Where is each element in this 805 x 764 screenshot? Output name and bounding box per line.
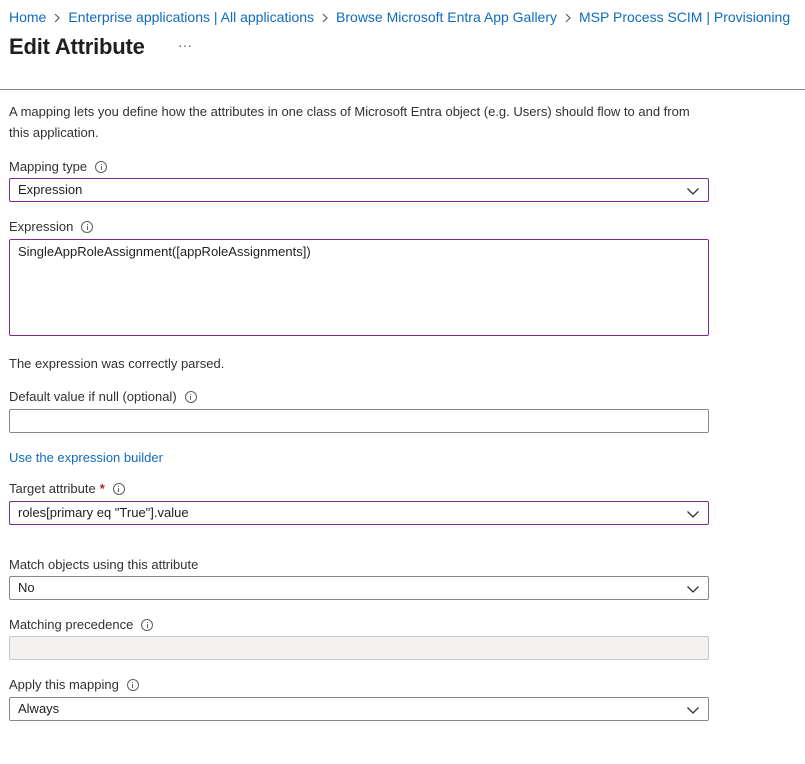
header-divider [0,89,805,90]
expression-builder-link[interactable]: Use the expression builder [9,450,163,465]
breadcrumb-provisioning[interactable]: MSP Process SCIM | Provisioning [579,9,791,25]
more-options-icon[interactable]: ··· [178,37,192,53]
apply-mapping-label [9,676,139,694]
apply-mapping-dropdown[interactable] [9,697,709,721]
match-objects-value: No [18,580,35,595]
target-attribute-value: roles[primary eq "True"].value [18,505,189,520]
info-icon[interactable] [127,679,139,691]
mapping-type-value: Expression [18,182,83,197]
parse-status-text: The expression was correctly parsed. [9,356,225,371]
target-attribute-label [9,480,125,498]
matching-precedence-label [9,616,153,634]
chevron-down-icon [686,507,700,521]
info-icon[interactable] [141,619,153,631]
mapping-type-label [9,158,107,176]
breadcrumb [9,7,790,27]
breadcrumb-app-gallery[interactable]: Browse Microsoft Entra App Gallery [336,9,558,25]
default-value-label-text: Default value if null (optional) [9,389,177,404]
matching-precedence-input [9,636,709,660]
chevron-right-icon [314,9,336,25]
chevron-right-icon [557,9,579,25]
match-objects-label [9,556,198,574]
match-objects-dropdown[interactable] [9,576,709,600]
matching-precedence-label-text: Matching precedence [9,617,134,632]
default-value-label [9,388,197,406]
breadcrumb-home[interactable]: Home [9,9,47,25]
mapping-description: A mapping lets you define how the attributes in one class of Microsoft Entra object (e.g. Users) should flow to and from this application. [9,104,690,140]
info-icon[interactable] [185,391,197,403]
chevron-down-icon [686,184,700,198]
expression-label [9,218,93,236]
chevron-down-icon [686,703,700,717]
required-marker: * [99,481,105,496]
match-objects-label-text: Match objects using this attribute [9,557,199,572]
mapping-type-dropdown[interactable] [9,178,709,202]
target-attribute-dropdown[interactable] [9,501,709,525]
apply-mapping-label-text: Apply this mapping [9,677,119,692]
mapping-type-label-text: Mapping type [9,159,88,174]
info-icon[interactable] [113,483,125,495]
chevron-down-icon [686,582,700,596]
chevron-right-icon [46,9,68,25]
expression-label-text: Expression [9,219,74,234]
breadcrumb-enterprise-applications[interactable]: Enterprise applications | All applications [68,9,315,25]
info-icon[interactable] [81,221,93,233]
info-icon[interactable] [95,161,107,173]
expression-textarea[interactable]: SingleAppRoleAssignment([appRoleAssignments]) [9,239,709,336]
target-attribute-label-text: Target attribute [9,481,96,496]
default-value-input[interactable] [9,409,709,433]
apply-mapping-value: Always [18,701,60,716]
page-title: Edit Attribute [9,34,145,59]
